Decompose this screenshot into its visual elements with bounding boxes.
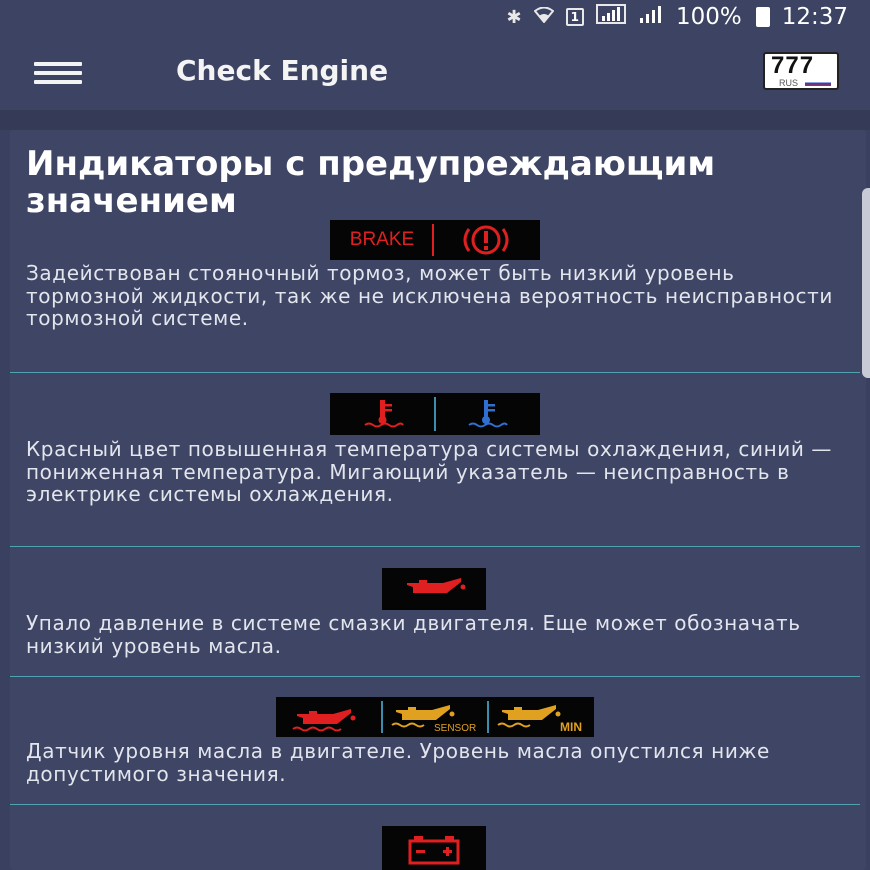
oil-pressure-icon — [382, 568, 486, 610]
sim-1-icon: 1 — [566, 8, 584, 26]
item-separator — [10, 676, 860, 677]
sensor-label: SENSOR — [434, 723, 477, 734]
signal-icon — [596, 4, 626, 30]
brake-description: Задействован стояночный тормоз, может быть низкий уровень тормозной жидкости, так же не исключена вероятность неисправности тормозной системе. — [26, 261, 833, 330]
oil-pressure-indicator — [382, 568, 486, 610]
scroll-indicator[interactable] — [862, 188, 870, 378]
clock: 12:37 — [781, 4, 848, 30]
page-heading: Индикаторы с предупреждающим значением — [26, 144, 716, 221]
app-title: Check Engine — [176, 54, 389, 87]
brake-warning-icon — [434, 220, 538, 260]
status-bar — [0, 0, 870, 34]
oil-level-indicator — [276, 697, 594, 737]
content-card[interactable] — [10, 130, 866, 870]
russian-flag-icon — [805, 81, 831, 86]
wifi-icon — [534, 7, 554, 28]
brake-label: BRAKE — [349, 229, 415, 250]
app-bar — [0, 34, 870, 110]
coolant-description: Красный цвет повышенная температура системы охлаждения, синий — пониженная температура. Мигающий указатель — неисправность в электрике системы охлаждения. — [26, 437, 833, 506]
coolant-temp-indicator — [330, 393, 540, 435]
plate-number: 777 — [771, 52, 815, 79]
oil-level-red-icon — [277, 697, 381, 737]
item-separator — [10, 804, 860, 805]
coolant-temp-blue-icon — [436, 393, 538, 435]
oil-level-min-icon — [489, 697, 593, 737]
coolant-temp-red-icon — [332, 393, 434, 435]
signal-2-icon — [638, 4, 664, 30]
battery-charge-icon — [382, 826, 486, 870]
brake-indicator — [330, 220, 540, 260]
oil-pressure-description: Упало давление в системе смазки двигателя. Еще может обозначать низкий уровень масла. — [26, 611, 801, 658]
hamburger-menu-icon[interactable] — [34, 62, 82, 84]
plate-region: RUS — [779, 78, 799, 88]
battery-icon — [756, 7, 770, 27]
oil-level-sensor-icon — [383, 697, 487, 737]
license-plate-button[interactable] — [763, 52, 839, 90]
oil-level-description: Датчик уровня масла в двигателе. Уровень масла опустился ниже допустимого значения. — [26, 739, 770, 786]
app-bar-shadow — [0, 110, 870, 130]
battery-level: 100% — [675, 4, 742, 30]
brake-text-icon — [332, 220, 432, 260]
item-separator — [10, 546, 860, 547]
bluetooth-icon: ✱ — [506, 6, 522, 28]
min-label: MIN — [560, 720, 582, 734]
item-separator — [10, 372, 860, 373]
battery-charge-indicator — [382, 826, 486, 870]
